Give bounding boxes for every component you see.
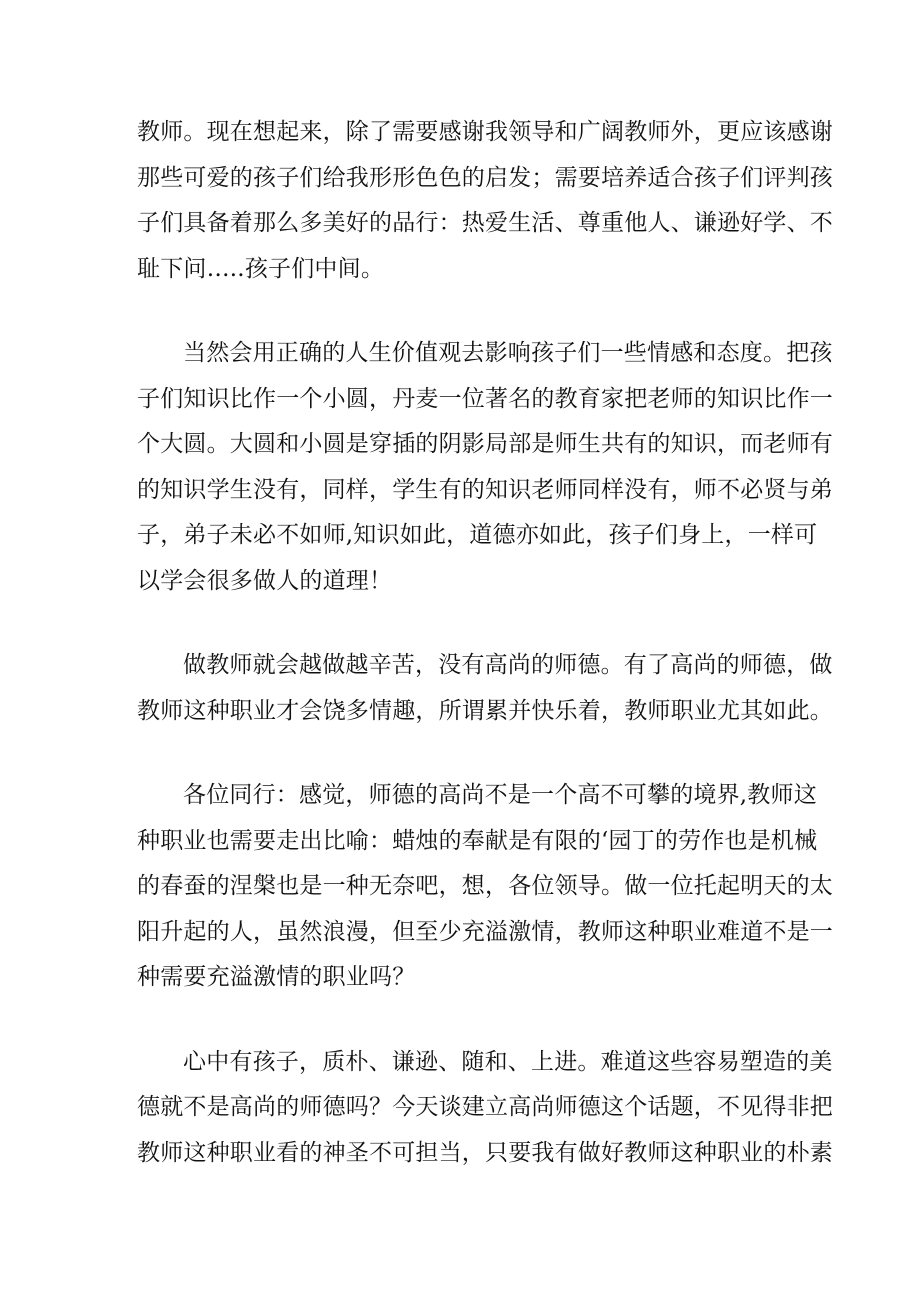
paragraph-line: 以学会很多做人的道理！ [137, 567, 393, 594]
paragraph-line: 心中有孩子，质朴、谦逊、随和、上进。难道这些容易塑造的美 [183, 1048, 833, 1075]
paragraph-line: 教师。现在想起来，除了需要感谢我领导和广阔教师外，更应该感谢 [137, 119, 833, 145]
paragraph-line: 耻下问…..孩子们中间。 [137, 255, 385, 282]
paragraph-line: 当然会用正确的人生价值观去影响孩子们一些情感和态度。把孩 [183, 340, 833, 366]
paragraph-4 [137, 773, 833, 1001]
paragraph-line: 个大圆。大圆和小圆是穿插的阴影局部是师生共有的知识，而老师有 [137, 431, 833, 457]
paragraph-line: 各位同行：感觉，师德的高尚不是一个高不可攀的境界,教师这 [183, 782, 817, 808]
paragraph-line: 子们知识比作一个小圆，丹麦一位著名的教育家把老师的知识比作一 [137, 385, 833, 412]
paragraph-line: 的知识学生没有，同样，学生有的知识老师同样没有，师不必贤与弟 [137, 476, 833, 503]
paragraph-line: 教师这种职业才会饶多情趣，所谓累并快乐着，教师职业尤其如此。 [137, 697, 833, 724]
paragraph-line: 种需要充溢激情的职业吗？ [137, 964, 416, 990]
paragraph-line: 的春蚕的涅槃也是一种无奈吧，想，各位领导。做一位托起明天的太 [137, 873, 833, 899]
paragraph-line: 做教师就会越做越辛苦，没有高尚的师德。有了高尚的师德，做 [183, 652, 833, 678]
paragraph-line: 子们具备着那么多美好的品行：热爱生活、尊重他人、谦逊好学、不 [137, 210, 833, 236]
paragraph-3 [137, 643, 833, 734]
paragraph-1 [137, 110, 833, 292]
document-body [137, 110, 833, 1215]
paragraph-line: 德就不是高尚的师德吗？今天谈建立高尚师德这个话题，不见得非把 [137, 1094, 833, 1120]
paragraph-2 [137, 331, 833, 604]
paragraph-line: 那些可爱的孩子们给我形形色色的启发；需要培养适合孩子们评判孩 [137, 164, 833, 191]
paragraph-line: 阳升起的人，虽然浪漫，但至少充溢激情，教师这种职业难道不是一 [137, 918, 833, 945]
paragraph-line: 种职业也需要走出比喻：蜡烛的奉献是有限的‘园丁的劳作也是机械 [137, 827, 818, 854]
paragraph-line: 子，弟子未必不如师,知识如此，道德亦如此，孩子们身上，一样可 [137, 522, 818, 548]
paragraph-line: 教师这种职业看的神圣不可担当，只要我有做好教师这种职业的朴素 [137, 1139, 833, 1166]
paragraph-5 [137, 1040, 833, 1177]
